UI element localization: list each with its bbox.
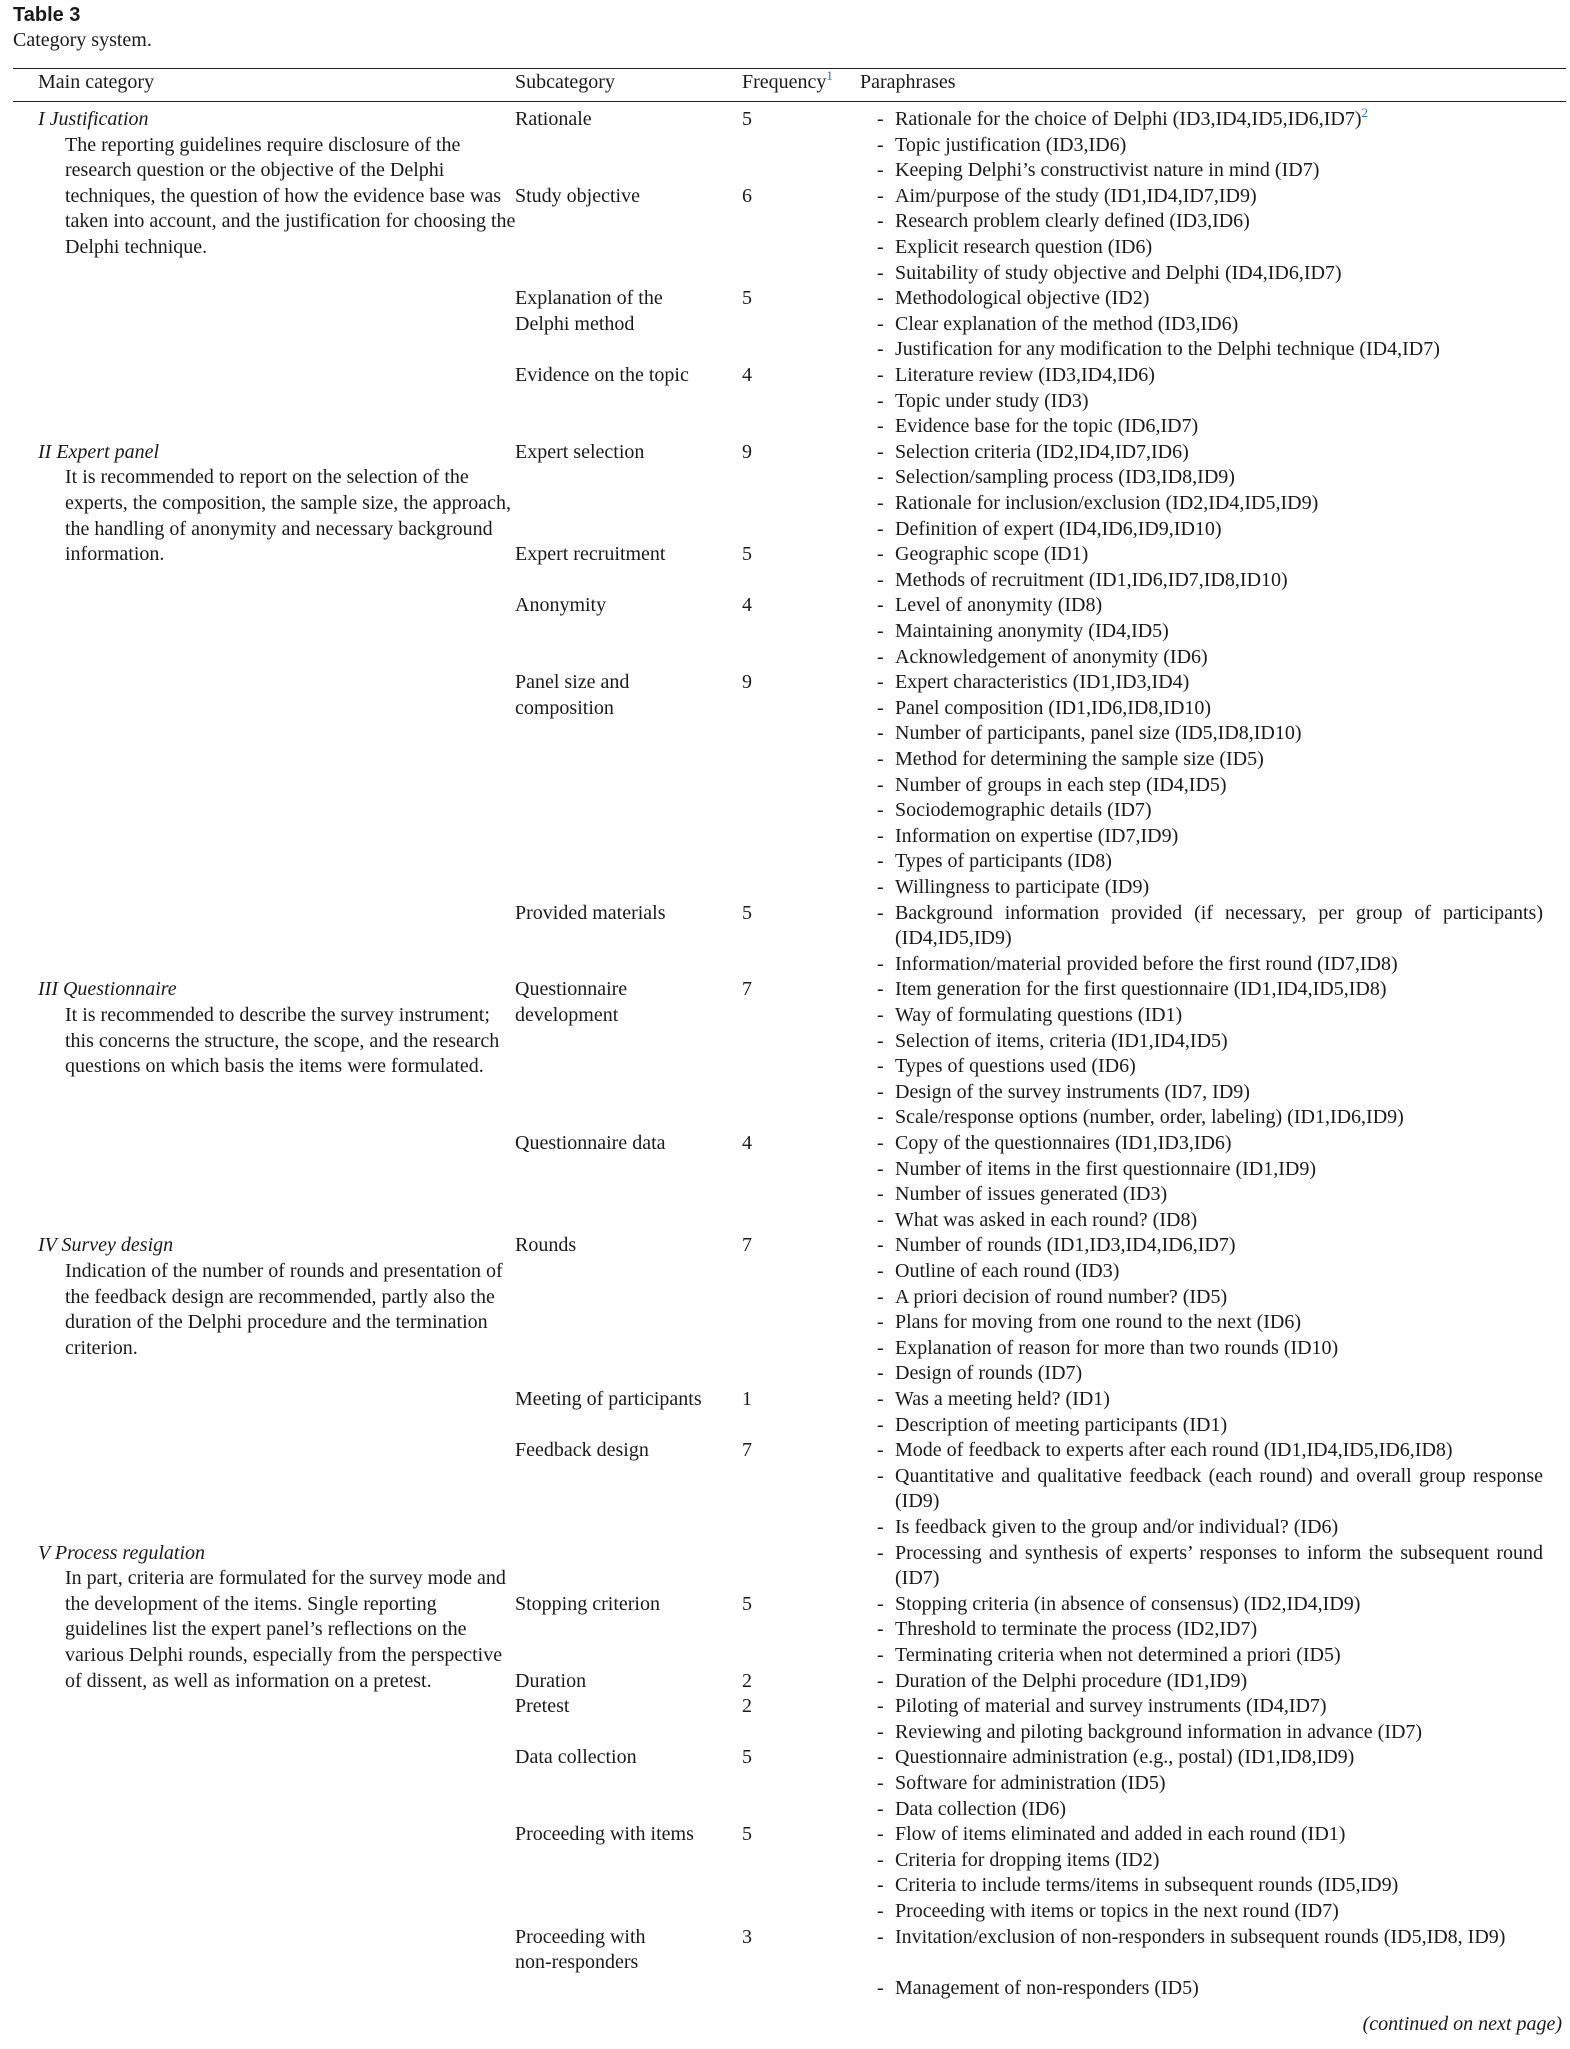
bullet-dash: -	[877, 1772, 884, 1794]
bullet-dash: -	[877, 1362, 884, 1385]
bullet-dash: -	[877, 1925, 884, 1948]
paraphrase-text: Number of rounds (ID1,ID3,ID4,ID6,ID7)	[895, 1234, 1236, 1257]
bullet-dash: -	[877, 108, 884, 130]
paraphrase-text: Rationale for the choice of Delphi (ID3,ID4,ID5,ID6,ID7)	[895, 108, 1362, 130]
subcategory-frequency: 5	[742, 543, 752, 566]
header-rule	[13, 101, 1566, 102]
main-category-title: II Expert panel	[38, 440, 160, 463]
bullet-dash: -	[877, 1900, 884, 1922]
header-main-category: Main category	[38, 71, 155, 93]
bullet-dash: -	[877, 748, 884, 770]
subcategory-frequency: 5	[742, 901, 752, 924]
paraphrase-text: Criteria to include terms/items in subsequent rounds (ID5,ID9)	[895, 1874, 1399, 1897]
bullet-dash: -	[877, 645, 884, 668]
paraphrase-text: Threshold to terminate the process (ID2,ID7)	[895, 1618, 1258, 1641]
paraphrase-text: Stopping criteria (in absence of consensus) (ID2,ID4,ID9)	[895, 1592, 1361, 1615]
main-category-title: V Process regulation	[38, 1541, 206, 1564]
bullet-dash: -	[877, 696, 884, 719]
subcategory-name: Evidence on the topic	[515, 364, 689, 386]
paraphrase-text: Selection/sampling process (ID3,ID8,ID9)	[895, 466, 1235, 489]
subcategory-frequency: 3	[742, 1925, 752, 1948]
continued-note: (continued on next page)	[1362, 2013, 1562, 2035]
subcategory-frequency: 7	[742, 1234, 752, 1257]
paraphrase-text: Information/material provided before the first round (ID7,ID8)	[895, 952, 1398, 975]
subcategory-name: Meeting of participants	[515, 1388, 702, 1410]
subcategory-name: Expert selection	[515, 440, 645, 463]
subcategory-frequency: 1	[742, 1388, 752, 1410]
bullet-dash: -	[877, 1541, 884, 1564]
subcategory-name: Panel size and composition	[515, 671, 630, 719]
paraphrase-text: Is feedback given to the group and/or individual? (ID6)	[895, 1516, 1339, 1538]
bullet-dash: -	[877, 1644, 884, 1666]
bullet-dash: -	[877, 1029, 884, 1052]
paraphrase-text: Copy of the questionnaires (ID1,ID3,ID6)	[895, 1132, 1232, 1154]
subcategory-frequency: 2	[742, 1695, 752, 1718]
subcategory-frequency: 9	[742, 440, 752, 463]
bullet-dash: -	[877, 1055, 884, 1078]
paraphrase-text: Justification for any modification to the Delphi technique (ID4,ID7)	[895, 338, 1440, 361]
bullet-dash: -	[877, 1208, 884, 1231]
main-category-description: It is recommended to describe the survey instrument; this concerns the structure, the scope, and the research questions on which basis the items were formulated.	[65, 1004, 500, 1078]
paraphrase-text: Geographic scope (ID1)	[895, 543, 1089, 566]
bullet-dash: -	[877, 440, 884, 463]
bullet-dash: -	[877, 466, 884, 489]
bullet-dash: -	[877, 159, 884, 182]
bullet-dash: -	[877, 722, 884, 745]
bullet-dash: -	[877, 1746, 884, 1769]
bullet-dash: -	[877, 389, 884, 412]
bullet-dash: -	[877, 1080, 884, 1103]
main-category-description: It is recommended to report on the selection of the experts, the composition, the sample size, the approach, the handling of anonymity and necessary background information.	[65, 466, 511, 566]
header-subcategory: Subcategory	[515, 71, 615, 93]
paraphrase-text: Definition of expert (ID4,ID6,ID9,ID10)	[895, 517, 1222, 540]
paraphrase-text: Terminating criteria when not determined a priori (ID5)	[895, 1644, 1341, 1666]
table-label: Table 3	[13, 4, 81, 26]
footnote-marker: 2	[1361, 105, 1369, 120]
bullet-dash: -	[877, 978, 884, 1001]
paraphrase-text: Data collection (ID6)	[895, 1797, 1067, 1820]
paraphrase-text: Reviewing and piloting background information in advance (ID7)	[895, 1720, 1423, 1743]
subcategory-frequency: 4	[742, 364, 752, 386]
bullet-dash: -	[877, 543, 884, 566]
subcategory-frequency: 2	[742, 1669, 752, 1692]
paraphrase-text: Background information provided (if necessary, per group of participants) (ID4,ID5,ID9)	[895, 901, 1543, 950]
bullet-dash: -	[877, 1234, 884, 1257]
bullet-dash: -	[877, 1618, 884, 1641]
paraphrase-text: Suitability of study objective and Delphi (ID4,ID6,ID7)	[895, 261, 1342, 284]
paraphrase-text: Design of rounds (ID7)	[895, 1362, 1083, 1385]
bullet-dash: -	[877, 1720, 884, 1743]
main-category-description: Indication of the number of rounds and presentation of the feedback design are recommended, partly also the duration of the Delphi procedure and the termination criterion.	[65, 1260, 503, 1359]
bullet-dash: -	[877, 1439, 884, 1462]
subcategory-name: Study objective	[515, 184, 640, 207]
subcategory-frequency: 6	[742, 184, 752, 207]
main-category-title: IV Survey design	[38, 1234, 174, 1257]
paraphrase-text: Keeping Delphi’s constructivist nature in mind (ID7)	[895, 159, 1320, 182]
subcategory-frequency: 4	[742, 1132, 752, 1154]
subcategory-frequency: 5	[742, 1746, 752, 1769]
main-category-title: III Questionnaire	[38, 978, 177, 1001]
subcategory-frequency: 5	[742, 108, 752, 130]
bullet-dash: -	[877, 210, 884, 233]
paraphrase-text: Software for administration (ID5)	[895, 1772, 1166, 1794]
paraphrase-text: Literature review (ID3,ID4,ID6)	[895, 364, 1155, 386]
bullet-dash: -	[877, 568, 884, 591]
paraphrase-text: Number of participants, panel size (ID5,ID8,ID10)	[895, 722, 1302, 745]
subcategory-frequency: 4	[742, 594, 752, 617]
paraphrase-text: Criteria for dropping items (ID2)	[895, 1848, 1160, 1871]
bullet-dash: -	[877, 876, 884, 898]
paraphrase-text: Questionnaire administration (e.g., postal) (ID1,ID8,ID9)	[895, 1746, 1355, 1769]
paraphrase-text: Design of the survey instruments (ID7, ID9)	[895, 1080, 1250, 1103]
subcategory-frequency: 7	[742, 978, 752, 1001]
paraphrase-text: Flow of items eliminated and added in each round (ID1)	[895, 1823, 1346, 1846]
paraphrase-text: Types of questions used (ID6)	[895, 1055, 1136, 1078]
paraphrase-text: Rationale for inclusion/exclusion (ID2,ID4,ID5,ID9)	[895, 492, 1319, 514]
bullet-dash: -	[877, 236, 884, 258]
header-paraphrases: Paraphrases	[860, 71, 956, 93]
bullet-dash: -	[877, 1669, 884, 1692]
paraphrase-text: Number of issues generated (ID3)	[895, 1183, 1168, 1206]
bullet-dash: -	[877, 1464, 884, 1487]
paraphrase-text: Selection of items, criteria (ID1,ID4,ID5)	[895, 1029, 1228, 1052]
subcategory-name: Questionnaire data	[515, 1132, 666, 1154]
paraphrase-text: Number of items in the first questionnaire (ID1,ID9)	[895, 1157, 1317, 1180]
paraphrase-text: Topic under study (ID3)	[895, 389, 1089, 412]
bullet-dash: -	[877, 824, 884, 847]
bullet-dash: -	[877, 952, 884, 975]
bullet-dash: -	[877, 1157, 884, 1180]
paraphrase-text: Maintaining anonymity (ID4,ID5)	[895, 620, 1169, 642]
bullet-dash: -	[877, 1336, 884, 1359]
bullet-dash: -	[877, 364, 884, 386]
paraphrase-text: Way of formulating questions (ID1)	[895, 1004, 1183, 1026]
paraphrase-text: Number of groups in each step (ID4,ID5)	[895, 773, 1227, 796]
paraphrase-text: Level of anonymity (ID8)	[895, 594, 1103, 617]
paraphrase-text: Explanation of reason for more than two rounds (ID10)	[895, 1336, 1339, 1359]
bullet-dash: -	[877, 312, 884, 335]
bullet-dash: -	[877, 1848, 884, 1871]
subcategory-name: Rounds	[515, 1234, 577, 1257]
bullet-dash: -	[877, 1106, 884, 1129]
subcategory-frequency: 7	[742, 1439, 752, 1462]
paraphrase-text: Plans for moving from one round to the next (ID6)	[895, 1311, 1302, 1334]
paraphrase-text: Description of meeting participants (ID1)	[895, 1413, 1228, 1436]
bullet-dash: -	[877, 517, 884, 540]
paraphrase-text: Aim/purpose of the study (ID1,ID4,ID7,ID9)	[895, 184, 1257, 207]
paraphrase-text: Methods of recruitment (ID1,ID6,ID7,ID8,ID10)	[895, 568, 1288, 591]
subcategory-name: Data collection	[515, 1746, 637, 1769]
bullet-dash: -	[877, 1592, 884, 1615]
bullet-dash: -	[877, 1695, 884, 1718]
bullet-dash: -	[877, 1260, 884, 1282]
subcategory-name: Anonymity	[515, 594, 607, 617]
main-category-description: In part, criteria are formulated for the survey mode and the development of the items. Single reporting guidelines list the expert panel’s reflections on the various Delphi rounds, especially from the perspective of dissent, as well as information on a pretest.	[65, 1567, 506, 1692]
bullet-dash: -	[877, 492, 884, 514]
paraphrase-text: Types of participants (ID8)	[895, 850, 1112, 873]
bullet-dash: -	[877, 1516, 884, 1538]
paraphrase-text: Mode of feedback to experts after each round (ID1,ID4,ID5,ID6,ID8)	[895, 1439, 1453, 1462]
bullet-dash: -	[877, 1132, 884, 1154]
subcategory-frequency: 5	[742, 1823, 752, 1846]
table-caption: Category system.	[13, 29, 152, 51]
paraphrase-text: Item generation for the first questionnaire (ID1,ID4,ID5,ID8)	[895, 978, 1387, 1001]
bullet-dash: -	[877, 1004, 884, 1026]
bullet-dash: -	[877, 261, 884, 284]
bullet-dash: -	[877, 1388, 884, 1410]
bullet-dash: -	[877, 1797, 884, 1820]
main-category-title: I Justification	[38, 108, 149, 130]
subcategory-name: Duration	[515, 1669, 587, 1692]
paraphrase-text: Was a meeting held? (ID1)	[895, 1388, 1110, 1410]
subcategory-name: Pretest	[515, 1695, 570, 1718]
paraphrase-text: Willingness to participate (ID9)	[895, 876, 1150, 898]
bullet-dash: -	[877, 1285, 884, 1308]
footnote-marker: 1	[826, 68, 833, 83]
bullet-dash: -	[877, 133, 884, 156]
paraphrase-text: Panel composition (ID1,ID6,ID8,ID10)	[895, 696, 1212, 719]
main-category-description: The reporting guidelines require disclosure of the research question or the objective of the Delphi techniques, the question of how the evidence base was taken into account, and the justification for choosing the Delphi technique.	[65, 133, 516, 258]
paraphrase-text: Methodological objective (ID2)	[895, 287, 1150, 310]
bullet-dash: -	[877, 671, 884, 694]
subcategory-frequency: 5	[742, 1592, 752, 1615]
subcategory-frequency: 5	[742, 287, 752, 310]
subcategory-name: Proceeding with items	[515, 1823, 694, 1846]
paraphrase-text: Evidence base for the topic (ID6,ID7)	[895, 415, 1199, 438]
bullet-dash: -	[877, 1823, 884, 1846]
subcategory-name: Proceeding with non-responders	[515, 1925, 646, 1974]
paraphrase-text: Research problem clearly defined (ID3,ID6)	[895, 210, 1250, 233]
bullet-dash: -	[877, 594, 884, 617]
paraphrase-text: Duration of the Delphi procedure (ID1,ID9)	[895, 1669, 1248, 1692]
subcategory-name: Expert recruitment	[515, 543, 666, 566]
paraphrase-text: Explicit research question (ID6)	[895, 236, 1153, 258]
subcategory-name: Rationale	[515, 108, 592, 130]
bullet-dash: -	[877, 799, 884, 822]
paraphrase-text: Topic justification (ID3,ID6)	[895, 133, 1127, 156]
paraphrase-text: Outline of each round (ID3)	[895, 1260, 1120, 1282]
paraphrase-text: Piloting of material and survey instruments (ID4,ID7)	[895, 1695, 1327, 1718]
bullet-dash: -	[877, 773, 884, 796]
paraphrase-text: Clear explanation of the method (ID3,ID6)	[895, 312, 1239, 335]
paraphrase-text: What was asked in each round? (ID8)	[895, 1208, 1198, 1231]
bullet-dash: -	[877, 1183, 884, 1206]
subcategory-name: Provided materials	[515, 901, 666, 924]
paraphrase-text: Acknowledgement of anonymity (ID6)	[895, 645, 1208, 668]
bullet-dash: -	[877, 620, 884, 642]
bullet-dash: -	[877, 850, 884, 873]
paraphrase-text: Proceeding with items or topics in the next round (ID7)	[895, 1900, 1339, 1922]
subcategory-name: Feedback design	[515, 1439, 649, 1462]
bullet-dash: -	[877, 415, 884, 438]
subcategory-name: Explanation of the Delphi method	[515, 287, 663, 335]
paraphrase-text: Invitation/exclusion of non-responders in subsequent rounds (ID5,ID8, ID9)	[895, 1925, 1506, 1948]
subcategory-name: Stopping criterion	[515, 1592, 660, 1615]
paraphrase-text: Processing and synthesis of experts’ responses to inform the subsequent round (ID7)	[895, 1541, 1543, 1590]
header-frequency-label: Frequency	[742, 71, 827, 93]
subcategory-name: Questionnaire development	[515, 978, 628, 1026]
paraphrase-text: A priori decision of round number? (ID5)	[895, 1285, 1228, 1308]
bullet-dash: -	[877, 1874, 884, 1897]
bullet-dash: -	[877, 1413, 884, 1436]
paraphrase-text: Scale/response options (number, order, labeling) (ID1,ID6,ID9)	[895, 1106, 1404, 1129]
paraphrase-text: Management of non-responders (ID5)	[895, 1976, 1199, 1999]
bullet-dash: -	[877, 287, 884, 310]
subcategory-frequency: 9	[742, 671, 752, 694]
bullet-dash: -	[877, 184, 884, 207]
paraphrase-text: Sociodemographic details (ID7)	[895, 799, 1152, 822]
paraphrase-text: Expert characteristics (ID1,ID3,ID4)	[895, 671, 1190, 694]
bullet-dash: -	[877, 1976, 884, 1999]
bullet-dash: -	[877, 338, 884, 361]
paraphrase-text: Quantitative and qualitative feedback (each round) and overall group response (ID9)	[895, 1464, 1543, 1513]
paraphrase-text: Selection criteria (ID2,ID4,ID7,ID6)	[895, 440, 1189, 463]
bullet-dash: -	[877, 1311, 884, 1334]
header-frequency	[742, 69, 833, 97]
paraphrase-text: Method for determining the sample size (ID5)	[895, 748, 1264, 770]
bullet-dash: -	[877, 901, 884, 924]
paraphrase-text: Information on expertise (ID7,ID9)	[895, 824, 1179, 847]
